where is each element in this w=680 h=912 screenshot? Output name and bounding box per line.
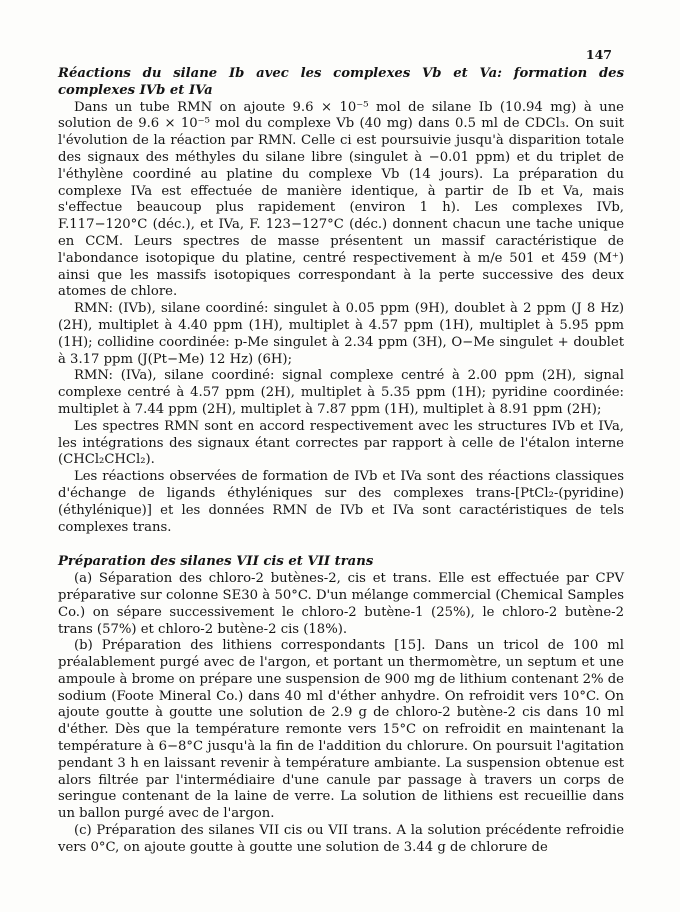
paragraph-separation: (a) Séparation des chloro-2 butènes-2, cis et trans. Elle est effectuée par CPV préparative sur colonne SE30 à 50°C. D'un mélange commercial (Chemical Samples Co.) on sépare successivement le chloro-2 butène-1 (25%), le chloro-2 butène-2 trans (57%) et chloro-2 butène-2 cis (18%). (58, 571, 624, 637)
page-number: 147 (585, 47, 612, 62)
paragraph-nmr-agreement: Les spectres RMN sont en accord respectivement avec les structures IVb et IVa, les intégrations des signaux étant correctes par rapport à celle de l'étalon interne (CHCl₂CHCl₂). (58, 418, 624, 468)
paragraph-ligand-exchange: Les réactions observées de formation de IVb et IVa sont des réactions classiques d'échange de ligands éthyléniques sur des complexes trans-[PtCl₂-(pyridine)(éthylénique)] et les données RMN de IVb et IVa sont caractéristiques de tels complexes trans. (58, 469, 624, 535)
section-heading-reactions: Réactions du silane Ib avec les complexes Vb et Va: formation des complexes IVb et IVa (58, 66, 624, 98)
paragraph-lithium-prep: (b) Préparation des lithiens correspondants [15]. Dans un tricol de 100 ml préalablement purgé avec de l'argon, et portant un thermomètre, un septum et une ampoule à brome on prépare une suspension de 900 mg de lithium contenant 2% de sodium (Foote Mineral Co.) dans 40 ml d'éther anhydre. On refroidit vers 10°C. On ajoute goutte à goutte une solution de 2.9 g de chloro-2 butène-2 cis dans 10 ml d'éther. Dès que la température remonte vers 15°C on refroidit en maintenant la température à 6−8°C jusqu'à la fin de l'addition du chlorure. On poursuit l'agitation pendant 3 h en laissant revenir à température ambiante. La suspension obtenue est alors filtrée par l'intermédiaire d'une canule par passage à travers un corps de seringue contenant de la laine de verre. La solution de lithiens est recueillie dans un ballon purgé avec de l'argon. (58, 638, 624, 822)
paragraph-silane-prep: (c) Préparation des silanes VII cis ou VII trans. A la solution précédente refroidie vers 0°C, on ajoute goutte à goutte une solution de 3.44 g de chlorure de (58, 823, 624, 855)
page-body (58, 66, 624, 857)
paragraph-procedure: Dans un tube RMN on ajoute 9.6 × 10⁻⁵ mol de silane Ib (10.94 mg) à une solution de 9.6 × 10⁻⁵ mol du complexe Vb (40 mg) dans 0.5 ml de CDCl₃. On suit l'évolution de la réaction par RMN. Celle ci est poursuivie jusqu'à disparition totale des signaux des méthyles du silane libre (singulet à −0.01 ppm) et du triplet de l'éthylène coordiné au platine du complexe Vb (14 jours). La préparation du complexe IVa est effectuée de manière identique, à partir de Ib et Va, mais s'effectue beaucoup plus rapidement (environ 1 h). Les complexes IVb, F.117−120°C (déc.), et IVa, F. 123−127°C (déc.) donnent chacun une tache unique en CCM. Leurs spectres de masse présentent un massif caractéristique de l'abondance isotopique du platine, centré respectivement à m/e 501 et 459 (M⁺) ainsi que les massifs isotopiques correspondant à la perte successive des deux atomes de chlore. (58, 99, 624, 300)
paragraph-nmr-iva: RMN: (IVa), silane coordiné: signal complexe centré à 2.00 ppm (2H), signal complexe centré à 4.57 ppm (2H), multiplet à 5.35 ppm (1H); pyridine coordinée: multiplet à 7.44 ppm (2H), multiplet à 7.87 ppm (1H), multiplet à 8.91 ppm (2H); (58, 368, 624, 417)
paragraph-nmr-ivb: RMN: (IVb), silane coordiné: singulet à 0.05 ppm (9H), doublet à 2 ppm (J 8 Hz) (2H), multiplet à 4.40 ppm (1H), multiplet à 4.57 ppm (1H), multiplet à 5.95 ppm (1H); collidine coordinée: p-Me singulet à 2.34 ppm (3H), O−Me singulet + doublet à 3.17 ppm (J(Pt−Me) 12 Hz) (6H); (58, 301, 624, 367)
section-heading-silanes: Préparation des silanes VII cis et VII trans (58, 554, 374, 570)
